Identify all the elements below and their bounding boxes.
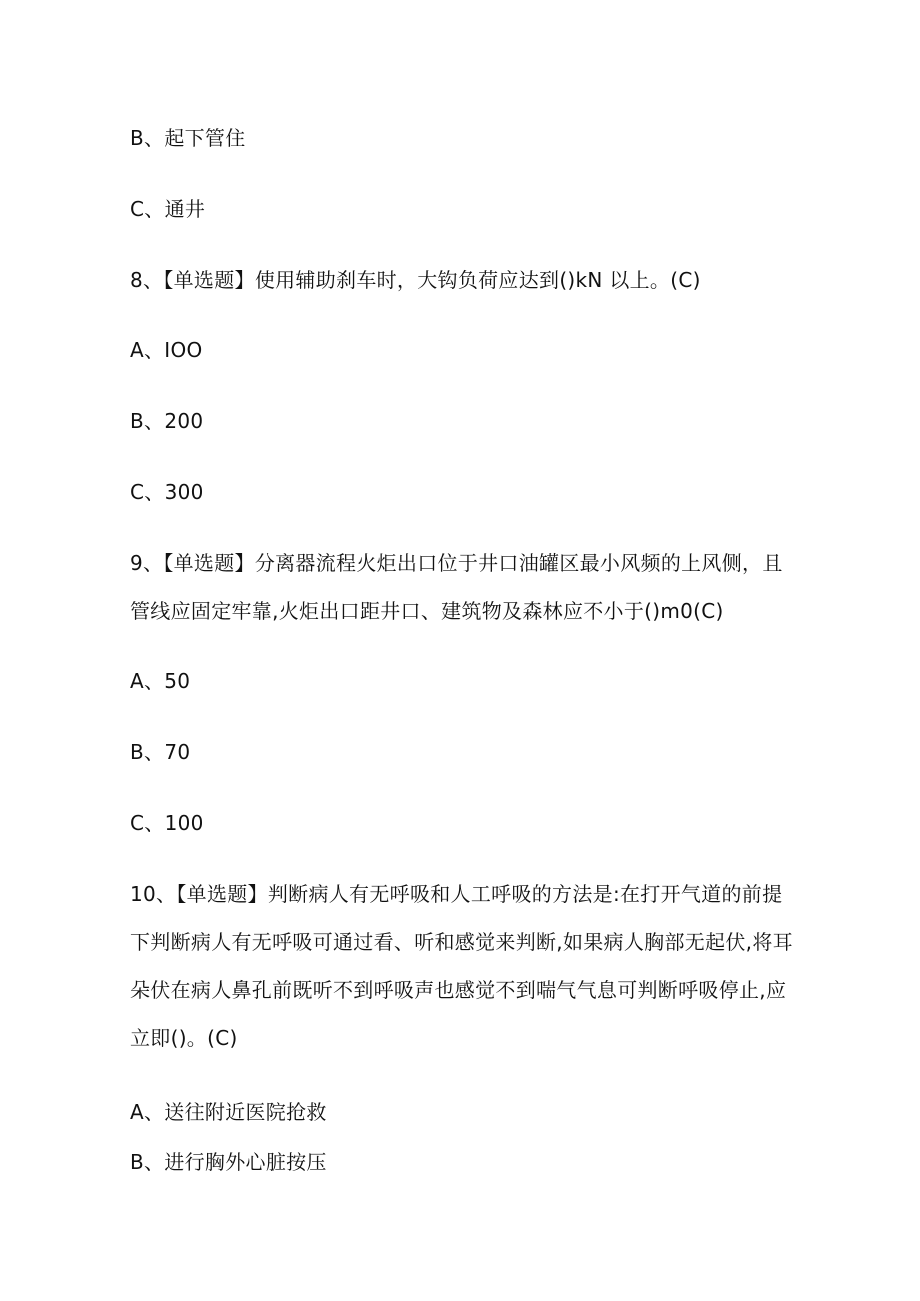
question-9-line-2: 管线应固定牢靠,火炬出口距井口、建筑物及森林应不小于()m0(C) <box>130 599 724 623</box>
option-b-q8: B、200 <box>130 409 204 433</box>
question-10-line-2: 下判断病人有无呼吸可通过看、听和感觉来判断,如果病人胸部无起伏,将耳 <box>130 930 793 954</box>
question-9-line-1: 9、【单选题】分离器流程火炬出口位于井口油罐区最小风频的上风侧，且 <box>130 551 783 575</box>
option-a-q9: A、50 <box>130 669 191 693</box>
option-c-q7: C、通井 <box>130 197 206 221</box>
option-c-q8: C、300 <box>130 480 204 504</box>
option-a-q10: A、送往附近医院抢救 <box>130 1100 327 1124</box>
option-a-q8: A、IOO <box>130 338 203 362</box>
question-10-line-1: 10、【单选题】判断病人有无呼吸和人工呼吸的方法是:在打开气道的前提 <box>130 882 783 906</box>
question-8: 8、【单选题】使用辅助刹车时，大钩负荷应达到()kN 以上。(C) <box>130 268 701 292</box>
question-10-line-4: 立即()。(C) <box>130 1026 238 1050</box>
question-10-line-3: 朵伏在病人鼻孔前既听不到呼吸声也感觉不到喘气气息可判断呼吸停止,应 <box>130 978 787 1002</box>
option-b-q9: B、70 <box>130 740 191 764</box>
option-b-q10: B、进行胸外心脏按压 <box>130 1150 327 1174</box>
option-b-q7: B、起下管住 <box>130 126 246 150</box>
option-c-q9: C、100 <box>130 811 204 835</box>
